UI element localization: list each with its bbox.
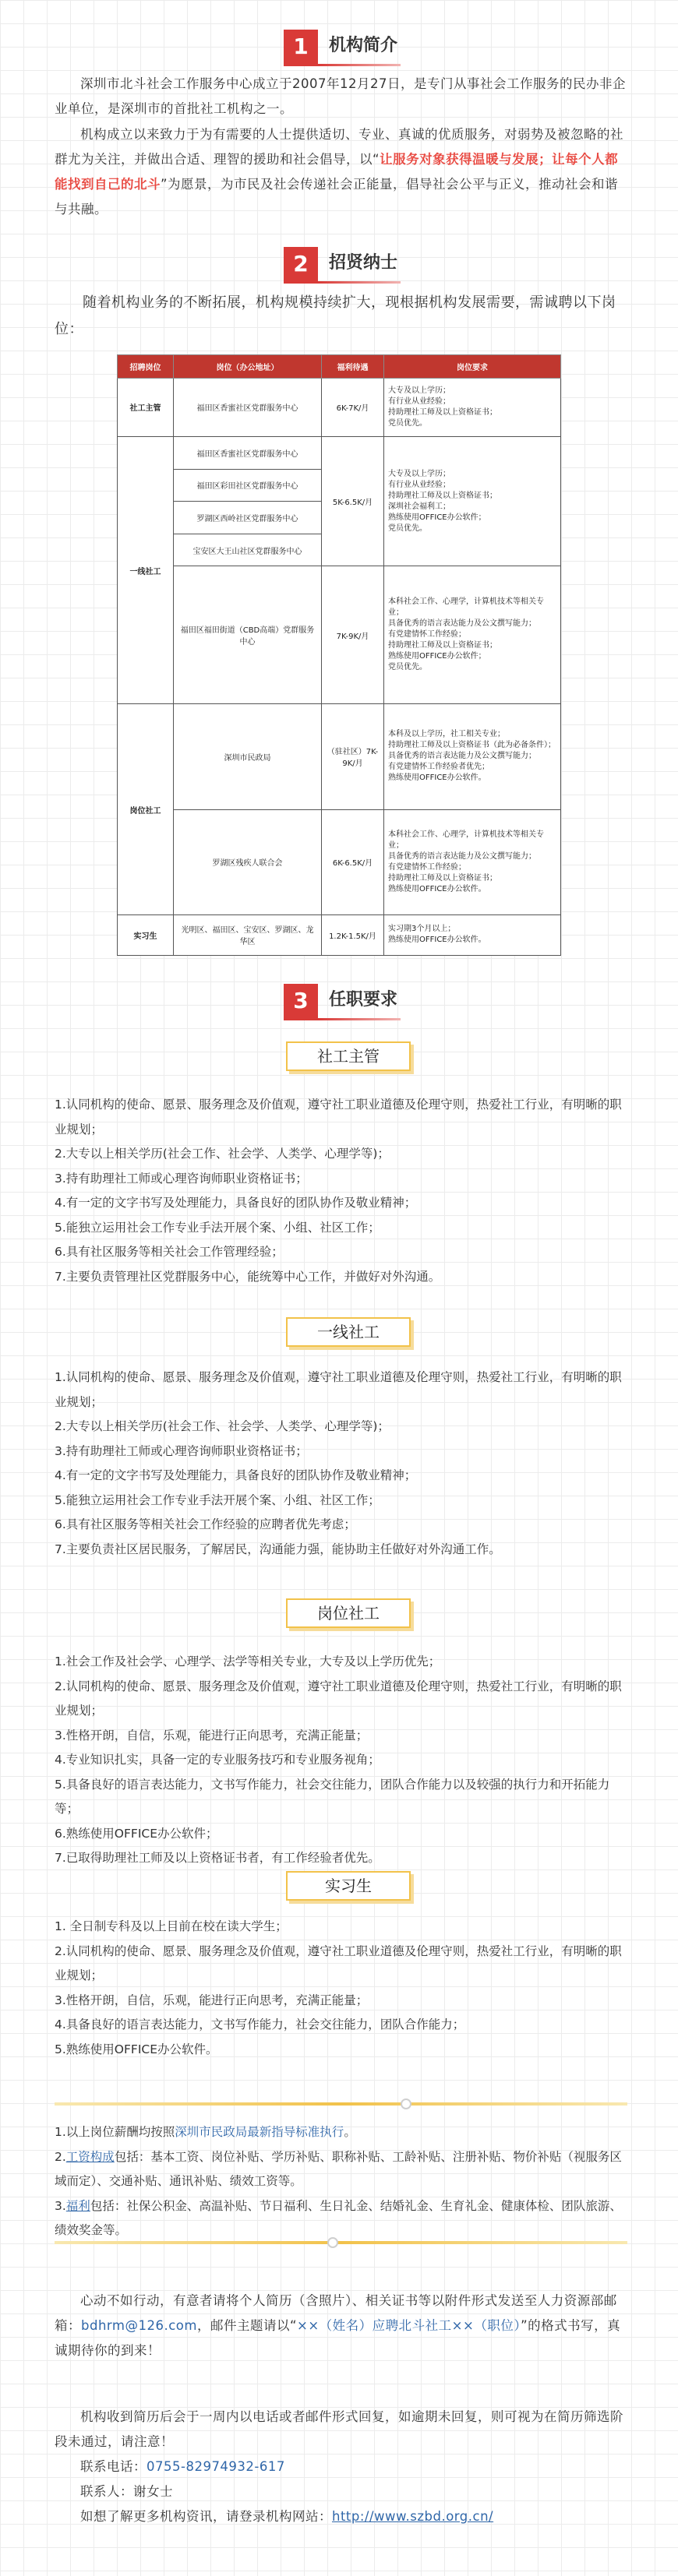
list-item: 1.认同机构的使命、愿景、服务理念及价值观，遵守社工职业道德及伦理守则，热爱社工行业，有明晰的职业规划； — [55, 1098, 622, 1136]
list-item: 7.已取得助理社工师及以上资格证书者，有工作经验者优先。 — [55, 1851, 380, 1865]
list-item: 6.具有社区服务等相关社会工作经验的应聘者优先考虑； — [55, 1517, 356, 1531]
salary-cell: 1.2K-1.5K/月 — [322, 914, 384, 955]
req-cell: 大专及以上学历； 有行业从业经验； 持助理社工师及以上资格证书； 党员优先。 — [384, 379, 561, 437]
section-number: 2 — [284, 247, 318, 281]
section-underline — [284, 1018, 401, 1020]
section-underline — [284, 281, 401, 284]
list-item: 4.有一定的文字书写及处理能力，具备良好的团队协作及敬业精神； — [55, 1468, 417, 1482]
salary-cell: 7K-9K/月 — [322, 566, 384, 704]
benefits-block — [55, 2120, 627, 2243]
role-heading-intern: 实习生 — [286, 1871, 411, 1901]
intro-paragraph-2: 机构成立以来致力于为有需要的人士提供适切、专业、真诚的优质服务，对弱势及被忽略的社群尤为关注，并做出合适、理智的援助和社会倡导，以“让服务对象获得温暖与发展；让每个人都能找到自己的北斗”为愿景，为市民及社会传递社会正能量，倡导社会公平与正义，推动社会和谐与共融。 — [55, 127, 623, 217]
col-header-req: 岗位要求 — [384, 355, 561, 379]
list-item: 1.社会工作及社会学、心理学、法学等相关专业，大专及以上学历优先； — [55, 1654, 441, 1669]
post-cell: 社工主管 — [118, 379, 174, 437]
table-row — [118, 379, 561, 437]
list-item: 2.认同机构的使命、愿景、服务理念及价值观，遵守社工职业道德及伦理守则，热爱社工行业，有明晰的职业规划； — [55, 1679, 622, 1718]
section-title: 招贤纳士 — [329, 253, 398, 273]
place-cell: 福田区香蜜社区党群服务中心 — [174, 379, 322, 437]
list-item: 3.持有助理社工师或心理咨询师职业资格证书； — [55, 1171, 308, 1186]
post-cell: 实习生 — [118, 914, 174, 955]
recruit-intro: 随着机构业务的不断拓展，机构规模持续扩大，现根据机构发展需要，需诚聘以下岗位： — [55, 294, 616, 337]
role-heading-supervisor: 社工主管 — [286, 1041, 411, 1071]
contact-paragraph-2: 机构收到简历后会于一周内以电话或者邮件形式回复，如逾期未回复，则可视为在简历筛选阶段未通过，请注意！ — [55, 2409, 623, 2449]
section-number: 1 — [284, 30, 318, 64]
post-cell: 一线社工 — [118, 436, 174, 703]
table-row — [118, 809, 561, 914]
list-item: 3.性格开朗，自信，乐观，能进行正向思考，充满正能量； — [55, 1728, 369, 1743]
email-subject-format: ××（姓名）应聘北斗社工××（职位） — [297, 2318, 521, 2333]
wage-structure-link[interactable]: 工资构成 — [65, 2149, 115, 2164]
list-item: 7.主要负责管理社区党群服务中心，能统筹中心工作，并做好对外沟通。 — [55, 1269, 441, 1284]
place-cell: 福田区香蜜社区党群服务中心 — [174, 436, 322, 469]
list-item: 7.主要负责社区居民服务，了解居民，沟通能力强，能协助主任做好对外沟通工作。 — [55, 1542, 501, 1556]
section-header-recruit — [0, 247, 678, 284]
list-item: 1.认同机构的使命、愿景、服务理念及价值观，遵守社工职业道德及伦理守则，热爱社工行业，有明晰的职业规划； — [55, 1370, 622, 1409]
role-requirements-supervisor — [55, 1093, 627, 1289]
salary-cell: 6K-7K/月 — [322, 379, 384, 437]
role-heading-frontline: 一线社工 — [286, 1317, 411, 1347]
list-item: 5.熟练使用OFFICE办公软件。 — [55, 2042, 218, 2056]
role-requirements-frontline — [55, 1366, 627, 1562]
role-heading-post: 岗位社工 — [286, 1598, 411, 1628]
list-item: 6.具有社区服务等相关社会工作管理经验； — [55, 1245, 284, 1259]
divider — [55, 2241, 627, 2244]
section-header-intro — [0, 30, 678, 67]
table-row — [118, 704, 561, 809]
req-cell: 本科社会工作、心理学，计算机技术等相关专业； 具备优秀的语言表达能力及公文撰写能力； 有党建情怀工作经验； 持助理社工师及以上资格证书； 熟练使用OFFICE办公软件。 — [384, 809, 561, 914]
table-row — [118, 436, 561, 469]
salary-cell: （驻社区）7K-9K/月 — [322, 704, 384, 809]
list-item: 4.有一定的文字书写及处理能力，具备良好的团队协作及敬业精神； — [55, 1196, 417, 1210]
list-item: 4.专业知识扎实，具备一定的专业服务技巧和专业服务视角； — [55, 1753, 380, 1767]
contact-person: 联系人：谢女士 — [80, 2484, 173, 2499]
contact-phone: 联系电话：0755-82974932-617 — [80, 2459, 285, 2474]
col-header-post: 招聘岗位 — [118, 355, 174, 379]
list-item: 6.熟练使用OFFICE办公软件； — [55, 1826, 218, 1841]
salary-standard-link[interactable]: 深圳市民政局最新指导标准执行 — [175, 2125, 344, 2139]
list-item: 5.能独立运用社会工作专业手法开展个案、小组、社区工作； — [55, 1220, 380, 1235]
divider-dot — [401, 2099, 411, 2109]
wage-structure-note: 2.工资构成包括：基本工资、岗位补贴、学历补贴、职称补贴、工龄补贴、注册补贴、物价补贴（视服务区域而定）、交通补贴、通讯补贴、绩效工资等。 — [55, 2149, 622, 2188]
place-cell: 光明区、福田区、宝安区、罗湖区、龙华区 — [174, 914, 322, 955]
welfare-note: 3.福利包括：社保公积金、高温补贴、节日福利、生日礼金、结婚礼金、生育礼金、健康体检、团队旅游、绩效奖金等。 — [55, 2198, 622, 2237]
email-link[interactable]: bdhrm@126.com — [81, 2318, 197, 2333]
place-cell: 深圳市民政局 — [174, 704, 322, 809]
place-cell: 福田区彩田社区党群服务中心 — [174, 469, 322, 502]
list-item: 2.大专以上相关学历(社会工作、社会学、人类学、心理学等)； — [55, 1419, 390, 1433]
role-requirements-intern — [55, 1915, 627, 2062]
vision-highlight: 让服务对象获得温暖与发展；让每个人都能找到自己的北斗 — [55, 152, 619, 192]
recruit-table — [117, 354, 561, 956]
section-title: 机构简介 — [329, 36, 398, 55]
place-cell: 罗湖区残疾人联合会 — [174, 809, 322, 914]
post-cell: 岗位社工 — [118, 704, 174, 915]
req-cell: 本科社会工作、心理学，计算机技术等相关专业； 具备优秀的语言表达能力及公文撰写能力； 有党建情怀工作经验； 持助理社工师及以上资格证书； 熟练使用OFFICE办公软件； 党员优先。 — [384, 566, 561, 704]
place-cell: 福田区福田街道（CBD高端）党群服务中心 — [174, 566, 322, 704]
list-item: 2.大专以上相关学历(社会工作、社会学、人类学、心理学等)； — [55, 1147, 390, 1161]
col-header-salary: 福利待遇 — [322, 355, 384, 379]
intro-paragraph-1: 深圳市北斗社会工作服务中心成立于2007年12月27日，是专门从事社会工作服务的民办非企业单位，是深圳市的首批社工机构之一。 — [55, 76, 626, 116]
section-header-requirements — [0, 984, 678, 1021]
role-requirements-post — [55, 1650, 627, 1871]
section-title: 任职要求 — [329, 990, 398, 1010]
list-item: 2.认同机构的使命、愿景、服务理念及价值观，遵守社工职业道德及伦理守则，热爱社工行业，有明晰的职业规划； — [55, 1943, 622, 1982]
salary-standard-note: 1.以上岗位薪酬均按照深圳市民政局最新指导标准执行。 — [55, 2125, 356, 2139]
place-cell: 宝安区大王山社区党群服务中心 — [174, 534, 322, 566]
place-cell: 罗湖区西岭社区党群服务中心 — [174, 502, 322, 534]
contact-paragraph-1: 心动不如行动，有意者请将个人简历（含照片）、相关证书等以附件形式发送至人力资源部邮箱：bdhrm@126.com，邮件主题请以“××（姓名）应聘北斗社工××（职位）”的格式书写，真诚期待你的到来！ — [55, 2293, 621, 2358]
phone-link[interactable]: 0755-82974932-617 — [147, 2459, 285, 2474]
contact-website: 如想了解更多机构资讯，请登录机构网站：http://www.szbd.org.cn/ — [80, 2509, 494, 2524]
col-header-place: 岗位（办公地址） — [174, 355, 322, 379]
section-number: 3 — [284, 984, 318, 1018]
list-item: 5.能独立运用社会工作专业手法开展个案、小组、社区工作； — [55, 1492, 380, 1507]
section-underline — [284, 64, 401, 66]
list-item: 5.具备良好的语言表达能力，文书写作能力，社会交往能力，团队合作能力以及较强的执行力和开拓能力等； — [55, 1777, 610, 1816]
website-link[interactable]: http://www.szbd.org.cn/ — [332, 2509, 494, 2524]
salary-cell: 6K-6.5K/月 — [322, 809, 384, 914]
divider-dot — [327, 2237, 338, 2248]
req-cell: 大专及以上学历； 有行业从业经验； 持助理社工师及以上资格证书； 深圳社会福利工； 熟练使用OFFICE办公软件； 党员优先。 — [384, 436, 561, 566]
salary-cell: 5K-6.5K/月 — [322, 436, 384, 566]
list-item: 4.具备良好的语言表达能力，文书写作能力，社会交往能力，团队合作能力； — [55, 2017, 465, 2032]
req-cell: 本科及以上学历，社工相关专业； 持助理社工师及以上资格证书（此为必备条件）； 具备优秀的语言表达能力及公文撰写能力； 有党建情怀工作经验者优先； 熟练使用OFFICE办公软件。 — [384, 704, 561, 809]
divider — [55, 2102, 627, 2106]
list-item: 1. 全日制专科及以上目前在校在读大学生； — [55, 1919, 288, 1933]
req-cell: 实习期3个月以上； 熟练使用OFFICE办公软件。 — [384, 914, 561, 955]
table-row — [118, 914, 561, 955]
table-row — [118, 566, 561, 704]
list-item: 3.性格开朗，自信，乐观，能进行正向思考，充满正能量； — [55, 1993, 369, 2007]
list-item: 3.持有助理社工师或心理咨询师职业资格证书； — [55, 1443, 308, 1458]
welfare-link[interactable]: 福利 — [65, 2198, 90, 2213]
